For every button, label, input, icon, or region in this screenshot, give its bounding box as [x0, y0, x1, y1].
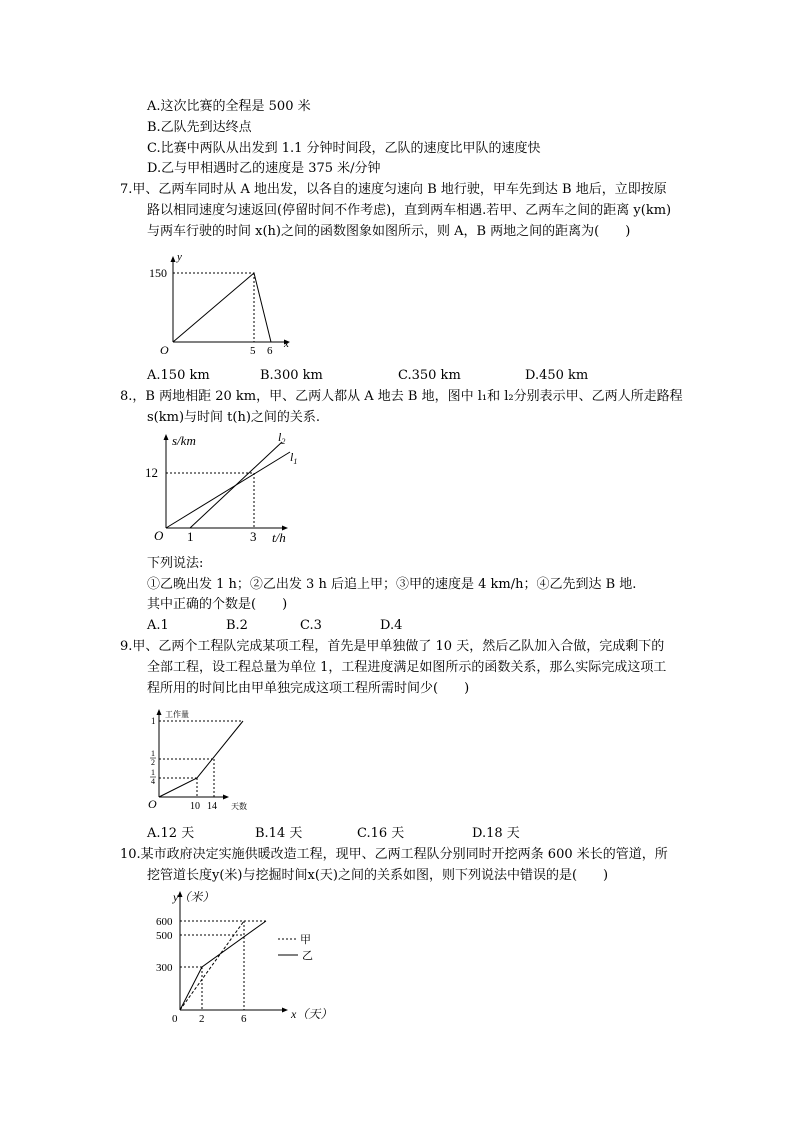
q8-line-l1 — [166, 452, 290, 528]
q8-t-label: t/h — [272, 530, 286, 545]
q8-label-l2: $l_2$ — [278, 430, 286, 446]
q8-option-d: D.4 — [380, 618, 403, 633]
q8-label-l1: $l_1$ — [290, 450, 298, 466]
q9-x-tick-14: 14 — [207, 801, 217, 812]
q10-x-label: x（天） — [291, 1007, 333, 1021]
q8-t-tick-3: 3 — [250, 529, 257, 544]
q7-option-d: D.450 km — [525, 368, 589, 383]
q9-text-line-2: 全部工程，设工程总量为单位 1，工程进度满足如图所示的函数关系，那么实际完成这项工 — [147, 660, 667, 675]
q10-legend-jia-label: 甲 — [300, 934, 311, 946]
q9-x-tick-10: 10 — [190, 801, 200, 812]
q8-statements-title: 下列说法: — [147, 556, 204, 571]
q7-y-tick-150: 150 — [149, 266, 167, 280]
q8-text-line-1: 8.，B 两地相距 20 km，甲、乙两人都从 A 地去 B 地，图中 l₁和 l₂分别表示甲、乙两人所走路程 — [120, 389, 683, 404]
q7-y-arrow — [171, 256, 176, 262]
q10-y-tick-500: 500 — [156, 930, 173, 942]
q7-option-c: C.350 km — [398, 368, 461, 383]
q10-y-tick-300: 300 — [156, 962, 173, 974]
q7-option-b: B.300 km — [260, 368, 323, 383]
q9-y-arrow — [157, 709, 162, 715]
q10-line-yi — [180, 921, 266, 1010]
q9-text-line-1: 9.甲、乙两个工程队完成某项工程，首先是甲单独做了 10 天，然后乙队加入合做，完成剩下的 — [120, 639, 665, 654]
q9-origin: O — [148, 797, 157, 811]
q9-text-line-3: 程所用的时间比由甲单独完成这项工程所需时间少( ) — [147, 681, 470, 696]
q10-legend-yi-label: 乙 — [302, 950, 313, 962]
q7-x-label: x — [284, 338, 289, 350]
q9-y-tick-half-num: 1 — [151, 749, 155, 758]
q8-option-b: B.2 — [226, 618, 248, 633]
q8-t-tick-1: 1 — [187, 529, 194, 544]
q7-x-tick-6: 6 — [267, 345, 273, 357]
q10-line-jia — [180, 921, 244, 1010]
q7-origin: O — [160, 343, 169, 357]
q7-function-line — [173, 273, 271, 342]
q9-y-tick-1: 1 — [151, 716, 156, 726]
q10-graph — [150, 885, 340, 1030]
q7-text-line-1: 7.甲、乙两车同时从 A 地出发，以各自的速度匀速向 B 地行驶，甲车先到达 B 地后，立即按原 — [120, 182, 667, 197]
q9-y-tick-half-den: 2 — [151, 758, 155, 767]
q7-text-line-2: 路以相同速度匀速返回(停留时间不作考虑)，直到两车相遇.若甲、乙两车之间的距离 y(km) — [147, 203, 672, 218]
q9-option-c: C.16 天 — [357, 826, 405, 841]
q8-question: 其中正确的个数是( ) — [147, 597, 288, 612]
q9-y-tick-quarter-num: 1 — [151, 768, 155, 777]
q9-option-d: D.18 天 — [472, 826, 520, 841]
q10-origin: 0 — [172, 1013, 178, 1025]
q7-graph — [140, 250, 300, 360]
q6-option-a: A.这次比赛的全程是 500 米 — [147, 99, 311, 114]
q10-x-tick-6: 6 — [241, 1013, 247, 1025]
q6-option-c: C.比赛中两队从出发到 1.1 分钟时间段，乙队的速度比甲队的速度快 — [147, 141, 541, 156]
q10-text-line-1: 10.某市政府决定实施供暖改造工程，现甲、乙两工程队分别同时开挖两条 600 米长的管道，所 — [120, 847, 668, 862]
q10-x-tick-2: 2 — [199, 1013, 205, 1025]
q7-text-line-3: 与两车行驶的时间 x(h)之间的函数图象如图所示，则 A，B 两地之间的距离为( ) — [147, 224, 631, 239]
q8-statements: ①乙晚出发 1 h；②乙出发 3 h 后追上甲；③甲的速度是 4 km/h；④乙先到达 B 地. — [147, 577, 637, 592]
q10-y-tick-600: 600 — [156, 916, 173, 928]
q7-x-tick-5: 5 — [250, 345, 256, 357]
q9-x-label: 天数 — [231, 802, 247, 811]
q9-y-tick-quarter-den: 4 — [151, 777, 155, 786]
q9-y-label: 工作量 — [165, 710, 189, 719]
q8-text-line-2: s(km)与时间 t(h)之间的关系. — [147, 410, 321, 425]
q8-line-l2 — [190, 442, 282, 528]
q7-option-a: A.150 km — [147, 368, 210, 383]
q10-text-line-2: 挖管道长度y(米)与挖掘时间x(天)之间的关系如图，则下列说法中错误的是( ) — [147, 868, 609, 883]
q8-option-a: A.1 — [147, 618, 169, 633]
q9-x-arrow — [223, 795, 229, 800]
q8-graph — [145, 430, 300, 550]
q6-option-d: D.乙与甲相遇时乙的速度是 375 米/分钟 — [147, 161, 381, 176]
q9-option-b: B.14 天 — [255, 826, 303, 841]
q6-option-b: B.乙队先到达终点 — [147, 120, 252, 135]
q8-origin: O — [154, 528, 164, 543]
q8-s-arrow — [164, 434, 169, 440]
q7-y-label: y — [177, 251, 182, 263]
q9-graph — [145, 705, 275, 820]
q9-option-a: A.12 天 — [147, 826, 195, 841]
q8-option-c: C.3 — [300, 618, 322, 633]
q8-s-tick-12: 12 — [145, 465, 158, 480]
q10-y-label: y（米） — [173, 890, 215, 904]
q8-s-label: s/km — [172, 433, 196, 448]
q10-x-arrow — [282, 1008, 288, 1013]
